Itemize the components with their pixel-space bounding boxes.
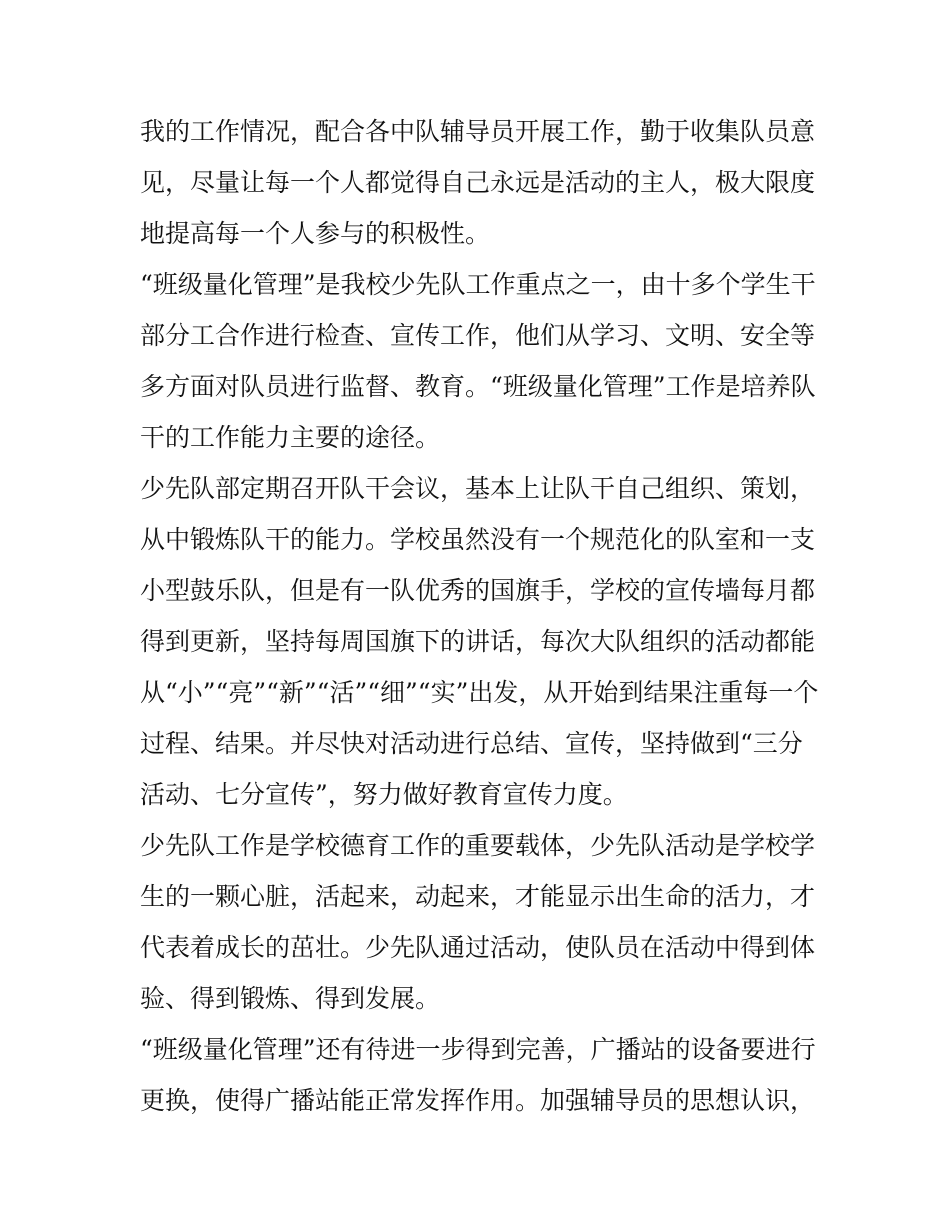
text-line: 代表着成长的茁壮。少先队通过活动，使队员在活动中得到体 [140, 933, 816, 962]
document-body [140, 106, 818, 1126]
text-line: 生的一颗心脏，活起来，动起来，才能显示出生命的活力，才 [140, 882, 816, 911]
text-line: 从“小”“亮”“新”“活”“细”“实”出发，从开始到结果注重每一个 [140, 678, 818, 707]
paragraph-5 [140, 1024, 818, 1126]
text-line: 验、得到锻炼、得到发展。 [140, 984, 441, 1013]
text-line: 小型鼓乐队，但是有一队优秀的国旗手，学校的宣传墙每月都 [140, 576, 816, 605]
text-line: 得到更新，坚持每周国旗下的讲话，每次大队组织的活动都能 [140, 627, 816, 656]
text-line: 过程、结果。并尽快对活动进行总结、宣传，坚持做到“三分 [140, 729, 803, 758]
text-line: 活动、七分宣传”，努力做好教育宣传力度。 [140, 780, 628, 809]
text-line: 部分工合作进行检查、宣传工作，他们从学习、文明、安全等 [140, 321, 816, 350]
text-line: 地提高每一个人参与的积极性。 [140, 219, 491, 248]
paragraph-3 [140, 463, 818, 820]
text-line: 见，尽量让每一个人都觉得自己永远是活动的主人，极大限度 [140, 168, 816, 197]
text-line: 干的工作能力主要的途径。 [140, 423, 441, 452]
paragraph-2 [140, 259, 818, 463]
text-line: 多方面对队员进行监督、教育。“班级量化管理”工作是培养队 [140, 372, 816, 401]
paragraph-1 [140, 106, 818, 259]
paragraph-4 [140, 820, 818, 1024]
text-line: “班级量化管理”还有待进一步得到完善，广播站的设备要进行 [140, 1035, 816, 1064]
text-line: 从中锻炼队干的能力。学校虽然没有一个规范化的队室和一支 [140, 525, 816, 554]
text-line: 更换，使得广播站能正常发挥作用。加强辅导员的思想认识， [140, 1086, 816, 1115]
text-line: 少先队工作是学校德育工作的重要载体，少先队活动是学校学 [140, 831, 816, 860]
text-line: 少先队部定期召开队干会议，基本上让队干自己组织、策划， [140, 474, 816, 503]
text-line: 我的工作情况，配合各中队辅导员开展工作，勤于收集队员意 [140, 117, 816, 146]
text-line: “班级量化管理”是我校少先队工作重点之一，由十多个学生干 [140, 270, 816, 299]
